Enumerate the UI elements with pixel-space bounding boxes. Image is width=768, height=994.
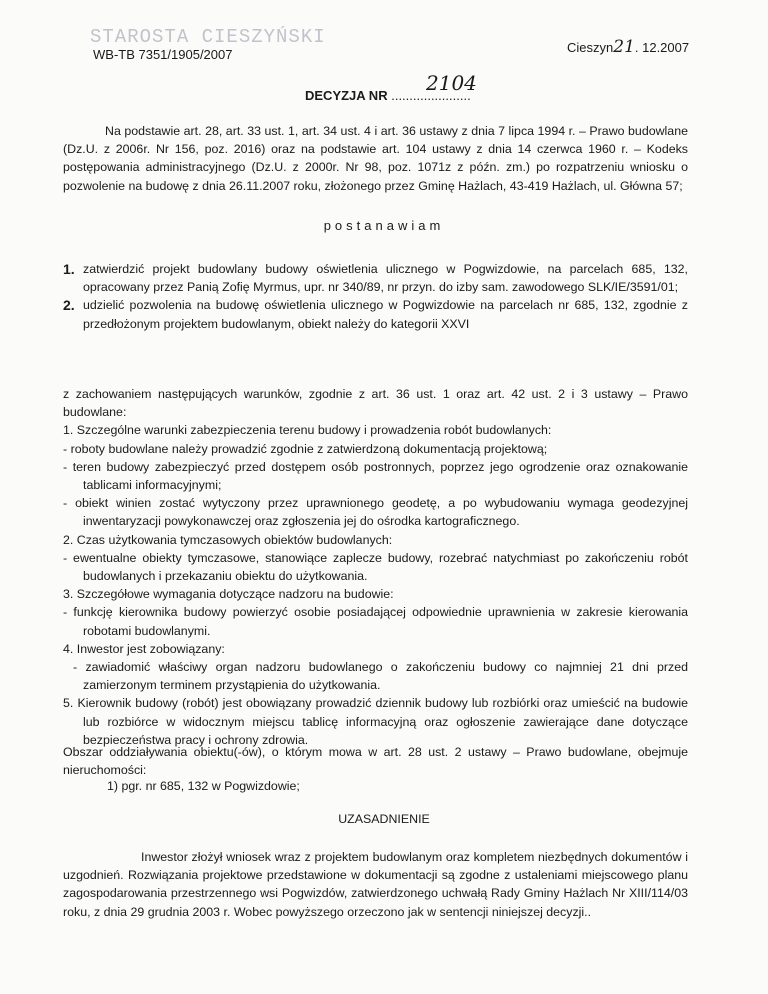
condition-line: - funkcję kierownika budowy powierzyć osobie posiadającej odpowiednie uprawnienia w zakresie kierowania robotami budowlanymi. (63, 605, 688, 638)
city-name: Cieszyn (567, 40, 614, 55)
reference-number: WB-TB 7351/1905/2007 (93, 47, 233, 62)
condition-line: 3. Szczegółowe wymagania dotyczące nadzoru na budowie: (63, 587, 394, 602)
decision-point-text: udzielić pozwolenia na budowę oświetlenia ulicznego w Pogwizdowie na parcelach nr 685, 132, zgodnie z przedłożonym projektem budowlanym, obiekt należy do kategorii XXVI (83, 298, 688, 331)
condition-line: - ewentualne obiekty tymczasowe, stanowiące zaplecze budowy, rozebrać natychmiast po zakończeniu robót budowlanych i przekazaniu obiektu do użytkowania. (63, 550, 688, 584)
office-stamp: STAROSTA CIESZYŃSKI (90, 26, 326, 48)
condition-line: - obiekt winien zostać wytyczony przez uprawnionego geodetę, a po wybudowaniu wymaga geodezyjnej inwentaryzacji powykonawczej oraz zgłoszenia jej do ośrodka kartograficznego. (63, 496, 688, 529)
condition-line: 4. Inwestor jest zobowiązany: (63, 641, 225, 656)
handwritten-decision-number: 2104 (426, 71, 477, 95)
conditions-list (63, 385, 688, 749)
impact-area-item: 1) pgr. nr 685, 132 w Pogwizdowie; (107, 779, 300, 793)
handwritten-day: 21 (613, 37, 635, 57)
decision-point-number: 2. (63, 297, 75, 314)
impact-area-paragraph: Obszar oddziaływania obiektu(-ów), o którym mowa w art. 28 ust. 2 ustawy – Prawo budowlane, obejmuje nieruchomości: (63, 745, 688, 778)
condition-line: - zawiadomić właściwy organ nadzoru budowlanego o zakończeniu budowy co najmniej 21 dni przed zamierzonym terminem przystąpienia do użytkowania. (73, 660, 688, 693)
place-and-date (567, 37, 689, 57)
condition-line: - teren budowy zabezpieczyć przed dostępem osób postronnych, poprzez jego ogrodzenie oraz oznakowanie tablicami informacyjnymi; (63, 459, 688, 493)
decision-point-text: zatwierdzić projekt budowlany budowy oświetlenia ulicznego w Pogwizdowie, na parcelach 685, 132, opracowany przez Panią Zofię Myrmus, upr. nr 340/89, nr przyn. do izby sam. zawodowego SLK/IE/3591/01; (83, 262, 688, 295)
condition-line: 5. Kierownik budowy (robót) jest obowiązany prowadzić dziennik budowy lub rozbiórki oraz umieścić na budowie lub rozbiórce w widocznym miejscu tablicę informacyjną oraz ogłoszenie zawierające dane dotyczące bezpieczeństwa pracy i ochrony zdrowia. (63, 696, 688, 747)
condition-line: 1. Szczególne warunki zabezpieczenia terenu budowy i prowadzenia robót budowlanych: (63, 423, 552, 438)
decision-points (63, 260, 688, 333)
legal-basis-paragraph: Na podstawie art. 28, art. 33 ust. 1, art. 34 ust. 4 i art. 36 ustawy z dnia 7 lipca 1994 r. – Prawo budowlane (Dz.U. z 2006r. Nr 156, poz. 2016) oraz na podstawie art. 104 ustawy z dnia 14 czerwca 1960 r. – Kodeks postępowania administracyjnego (Dz.U. z 2000r. Nr 98, poz. 1071z z późn. zm.) po rozpatrzeniu wniosku o pozwolenie na budowę z dnia 26.11.2007 roku, złożonego przez Gminę Hażlach, 43-419 Hażlach, ul. Główna 57; (63, 124, 688, 193)
justification-title: UZASADNIENIE (338, 812, 430, 826)
decision-number-dots: ...................... (391, 88, 471, 103)
date-month-year: . 12.2007 (634, 40, 690, 55)
decision-point (63, 296, 688, 332)
decision-label: DECYZJA NR (305, 88, 388, 103)
decision-point-number: 1. (63, 261, 75, 277)
justification-paragraph: Inwestor złożył wniosek wraz z projektem budowlanym oraz kompletem niezbędnych dokumentów i uzgodnień. Rozwiązania projektowe przedstawione w dokumentacji są zgodne z ustaleniami miejscowego planu zagospodarowania przestrzennego wsi Pogwizdów, zatwierdzonego uchwałą Rady Gminy Hażlach Nr XIII/114/03 roku, z dnia 29 grudnia 2003 r. Wobec powyższego orzeczono jak w sentencji niniejszej decyzji.. (63, 850, 688, 919)
condition-line: 2. Czas użytkowania tymczasowych obiektów budowlanych: (63, 532, 393, 547)
resolution-heading: postanawiam (323, 218, 445, 233)
conditions-intro: z zachowaniem następujących warunków, zgodnie z art. 36 ust. 1 oraz art. 42 ust. 2 i 3 ustawy – Prawo budowlane: (63, 387, 688, 420)
decision-point (63, 260, 688, 296)
condition-line: - roboty budowlane należy prowadzić zgodnie z zatwierdzoną dokumentacją projektową; (63, 441, 548, 456)
